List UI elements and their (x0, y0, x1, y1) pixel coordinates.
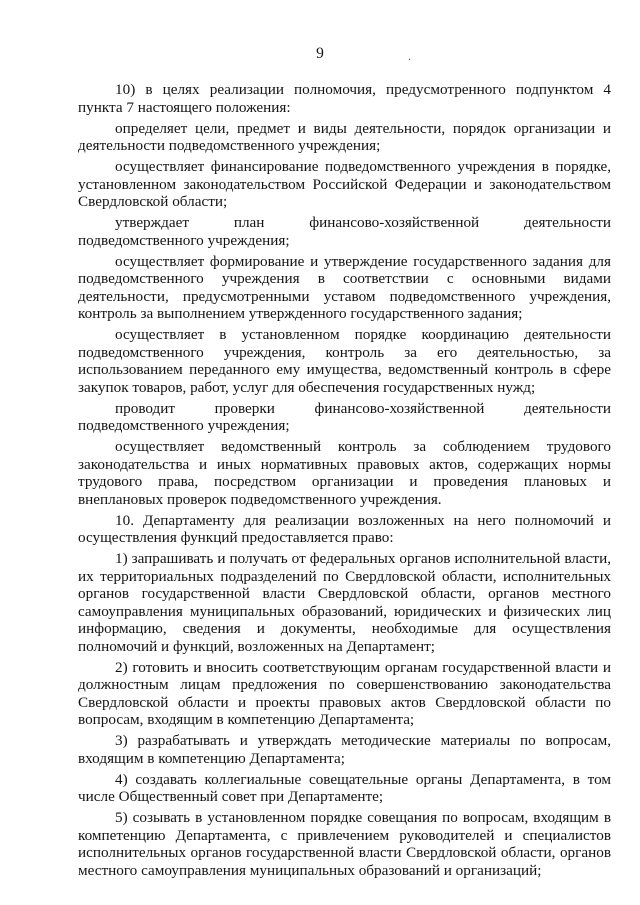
paragraph: осуществляет ведомственный контроль за соблюдением трудового законодательства и иных нормативных правовых актов, содержащих нормы трудового права, посредством организации и проведения плановых и внеплановых проверок подведомственного учреждения. (78, 438, 611, 508)
paragraph: 4) создавать коллегиальные совещательные органы Департамента, в том числе Общественный совет при Департаменте; (78, 770, 611, 805)
paragraph: 3) разрабатывать и утверждать методические материалы по вопросам, входящим в компетенцию Департамента; (78, 732, 611, 767)
paragraph: 2) готовить и вносить соответствующим органам государственной власти и должностным лицам предложения по совершенствованию законодательства Свердловской области и проекты правовых актов Свердловской области по вопросам, входящим в компетенцию Департамента; (78, 658, 611, 728)
paragraph: 1) запрашивать и получать от федеральных органов исполнительной власти, их территориальных подразделений по Свердловской области, исполнительных органов государственной власти Свердловской области, органов местного самоуправления муниципальных образований, юридических и физических лиц информацию, сведения и документы, необходимые для осуществления полномочий и функций, возложенных на Департамент; (78, 550, 611, 655)
paragraph: осуществляет в установленном порядке координацию деятельности подведомственного учреждения, контроль за его деятельностью, за использованием переданного ему имущества, ведомственный контроль в сфере закупок товаров, работ, услуг для обеспечения государственных нужд; (78, 326, 611, 396)
paragraph: осуществляет финансирование подведомственного учреждения в порядке, установленном законодательством Российской Федерации и законодательством Свердловской области; (78, 158, 611, 210)
page-number: 9 (316, 45, 324, 62)
paragraph: 5) созывать в установленном порядке совещания по вопросам, входящим в компетенцию Департамента, с привлечением руководителей и специалистов исполнительных органов государственной власти Свердловской области, органов местного самоуправления муниципальных образований и организаций; (78, 809, 611, 879)
paragraph: утверждает план финансово-хозяйственной деятельности подведомственного учреждения; (78, 214, 611, 249)
paragraph: осуществляет формирование и утверждение государственного задания для подведомственного учреждения в соответствии с основными видами деятельности, предусмотренными уставом подведомственного учреждения, контроль за выполнением утвержденного государственного задания; (78, 252, 611, 322)
paragraph: определяет цели, предмет и виды деятельности, порядок организации и деятельности подведомственного учреждения; (78, 119, 611, 154)
paragraph: проводит проверки финансово-хозяйственной деятельности подведомственного учреждения; (78, 399, 611, 434)
paragraph: 10) в целях реализации полномочия, предусмотренного подпунктом 4 пункта 7 настоящего положения: (78, 81, 611, 116)
scan-mark: . (408, 49, 411, 63)
paragraph: 10. Департаменту для реализации возложенных на него полномочий и осуществления функций предоставляется право: (78, 511, 611, 546)
document-body (78, 81, 611, 879)
